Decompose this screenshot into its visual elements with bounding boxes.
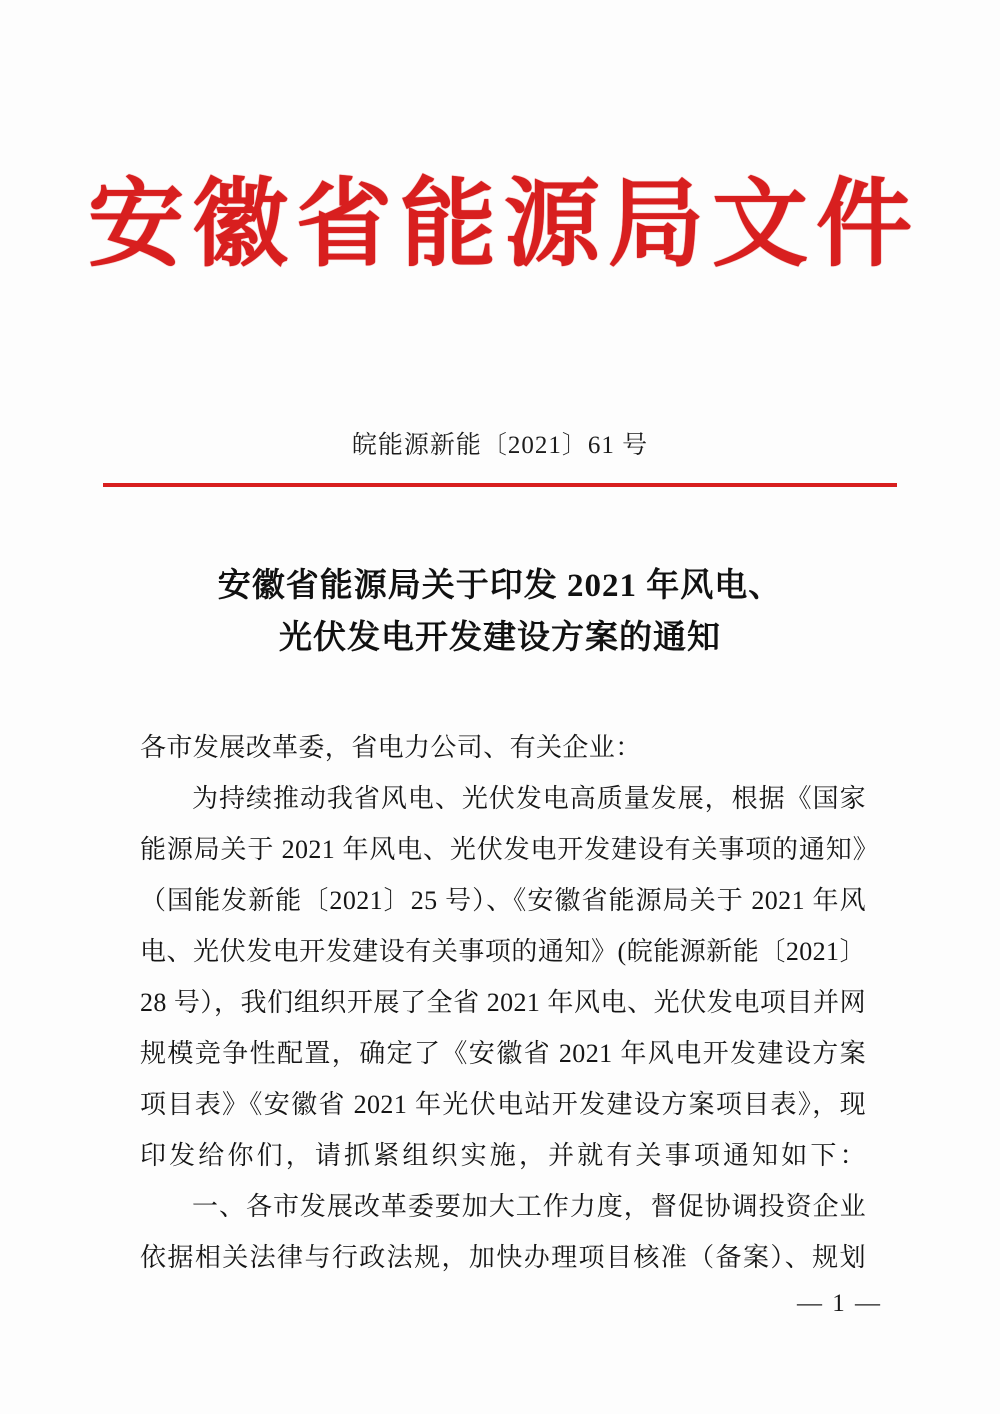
page-number: — 1 — xyxy=(797,1290,882,1317)
body-paragraph-1: 为持续推动我省风电、光伏发电高质量发展，根据《国家能源局关于 2021 年风电、光伏发电开发建设有关事项的通知》（国能发新能〔2021〕25 号）、《安徽省能源局关于 2021 年风电、光伏发电开发建设有关事项的通知》(皖能源新能〔2021〕28 号），我们组织开展了全省 2021 年风电、光伏发电项目并网规模竞争性配置，确定了《安徽省 2021 年风电开发建设方案项目表》《安徽省 2021 年光伏电站开发建设方案项目表》，现印发给你们，请抓紧组织实施，并就有关事项通知如下： xyxy=(140,784,866,1170)
page-title-line-2: 光伏发电开发建设方案的通知 xyxy=(279,620,721,656)
salutation: 各市发展改革委，省电力公司、有关企业： xyxy=(140,733,642,762)
red-divider-rule xyxy=(103,483,897,487)
masthead-title: 安徽省能源局文件 xyxy=(88,171,920,278)
body-paragraph-2: 一、各市发展改革委要加大工作力度，督促协调投资企业依据相关法律与行政法规，加快办理项目核准（备案）、规划 xyxy=(140,1192,866,1272)
page-title xyxy=(130,560,870,664)
document-body xyxy=(140,722,866,1283)
document-number: 皖能源新能〔2021〕61 号 xyxy=(351,432,649,459)
page-title-line-1: 安徽省能源局关于印发 2021 年风电、 xyxy=(217,568,783,604)
masthead xyxy=(0,171,1000,278)
